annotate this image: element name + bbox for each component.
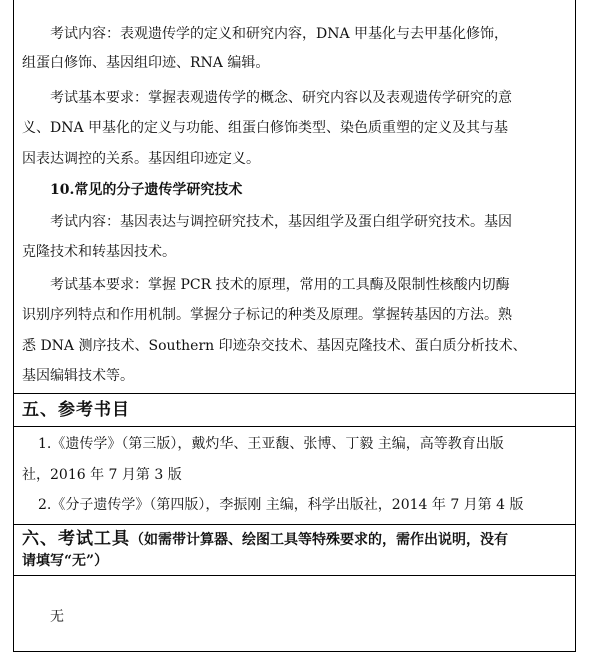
epigenetics-requirement-line-1: 考试基本要求：掌握表观遗传学的概念、研究内容以及表观遗传学研究的意 (50, 90, 512, 106)
divider-tools-top (13, 524, 576, 525)
section-10-requirement-line-1: 考试基本要求：掌握 PCR 技术的原理，常用的工具酶及限制性核酸内切酶 (50, 277, 510, 293)
tools-answer: 无 (50, 609, 64, 625)
divider-references-top (13, 393, 576, 394)
reference-1-line-2: 社，2016 年 7 月第 3 版 (22, 467, 182, 483)
epigenetics-requirement-line-2: 义、DNA 甲基化的定义与功能、组蛋白修饰类型、染色质重塑的定义及其与基 (22, 120, 509, 136)
reference-2: 2.《分子遗传学》（第四版），李振刚 主编，科学出版社，2014 年 7 月第 4 版 (38, 497, 524, 513)
epigenetics-content-line-1: 考试内容：表观遗传学的定义和研究内容，DNA 甲基化与去甲基化修饰， (50, 26, 509, 42)
epigenetics-content-line-2: 组蛋白修饰、基因组印迹、RNA 编辑。 (22, 55, 270, 71)
section-10-content-line-1: 考试内容：基因表达与调控研究技术，基因组学及蛋白组学研究技术。基因 (50, 214, 512, 230)
tools-heading-line-1 (22, 528, 570, 551)
tools-note-line-2: 请填写“无”） (22, 553, 109, 569)
section-10-requirement-line-4: 基因编辑技术等。 (22, 368, 134, 384)
epigenetics-requirement-line-3: 因表达调控的关系。基因组印迹定义。 (22, 151, 260, 167)
section-10-requirement-line-3: 悉 DNA 测序技术、Southern 印迹杂交技术、基因克隆技术、蛋白质分析技术、 (22, 338, 527, 354)
references-heading: 五、参考书目 (22, 400, 130, 420)
tools-note-line-1: （如需带计算器、绘图工具等特殊要求的，需作出说明，没有 (130, 532, 508, 548)
divider-references-bottom (13, 426, 576, 427)
reference-1-line-1: 1.《遗传学》（第三版），戴灼华、王亚馥、张博、丁毅 主编，高等教育出版 (38, 436, 504, 452)
tools-heading: 六、考试工具 (22, 529, 130, 549)
section-10-content-line-2: 克隆技术和转基因技术。 (22, 244, 176, 260)
section-10-title: 10.常见的分子遗传学研究技术 (50, 182, 243, 198)
section-10-requirement-line-2: 识别序列特点和作用机制。掌握分子标记的种类及原理。掌握转基因的方法。熟 (22, 307, 512, 323)
divider-tools-bottom (13, 575, 576, 576)
